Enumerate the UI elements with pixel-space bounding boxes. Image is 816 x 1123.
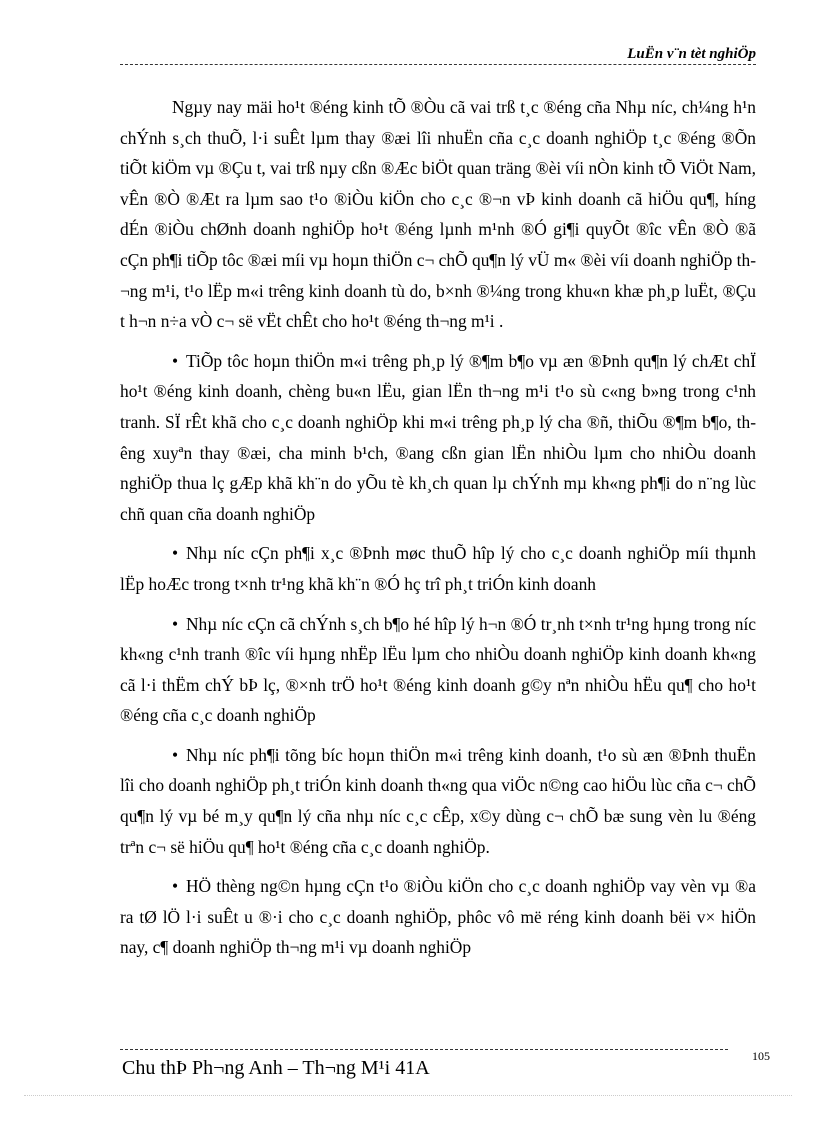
body-text [120,92,756,972]
bullet-item-protection-policy [120,609,756,731]
bullet-icon: • [172,613,179,634]
bullet-text: Nhµ níc cÇn cã chÝnh s¸ch b¶o hé hîp lý h¬n ®Ó tr¸nh t×nh tr¹ng hµng trong níc kh«ng c¹nh tranh ®îc víi hµng nhËp lËu lµm cho nhiÒu doanh nghiÖp kinh doanh kh«ng cã l·i thËm chÝ bÞ lç, ®×nh trÖ ho¹t ®éng kinh doanh g©y nªn nhiÒu hËu qu¶ cho ho¹t ®éng cña c¸c doanh nghiÖp [120,613,756,726]
page-number: 105 [752,1049,770,1063]
footer-divider [120,1049,728,1050]
bullet-icon: • [172,543,179,564]
bullet-text: HÖ thèng ng©n hµng cÇn t¹o ®iÒu kiÖn cho c¸c doanh nghiÖp vay vèn vµ ®a ra tØ lÖ l·i suÊt u ®·i cho c¸c doanh nghiÖp, phôc vô më réng kinh doanh bëi v× hiÖn nay, c¶ doanh nghiÖp th¬ng m¹i vµ doanh nghiÖp [120,876,756,958]
bullet-item-business-environment [120,740,756,862]
bullet-item-banking-system [120,871,756,963]
bullet-text: Nhµ níc ph¶i tõng bíc hoµn thiÖn m«i trêng kinh doanh, t¹o sù æn ®Þnh thuËn lîi cho doanh nghiÖp ph¸t triÓn kinh doanh th«ng qua viÖc n©ng cao hiÖu lùc cña c¬ chÕ qu¶n lý vµ bé m¸y qu¶n lý cña nhµ níc c¸c cÊp, x©y dùng c¬ chÕ bæ sung vèn lu ®éng trªn c¬ së hiÖu qu¶ ho¹t ®éng cña c¸c doanh nghiÖp. [120,744,756,857]
page-bottom-border [24,1095,792,1096]
bullet-icon: • [172,350,179,371]
bullet-item-tax-rate [120,538,756,599]
bullet-icon: • [172,744,179,765]
footer-author: Chu thÞ Ph¬ng Anh – Th¬ng M¹i 41A [122,1057,430,1079]
bullet-text: Nhµ níc cÇn ph¶i x¸c ®Þnh møc thuÕ hîp lý cho c¸c doanh nghiÖp míi thµnh lËp hoÆc trong t×nh tr¹ng khã kh¨n ®Ó hç trî ph¸t triÓn kinh doanh [120,543,756,594]
bullet-text: TiÕp tôc hoµn thiÖn m«i trêng ph¸p lý ®¶m b¶o vµ æn ®Þnh qu¶n lý chÆt chÏ ho¹t ®éng kinh doanh, chèng bu«n lËu, gian lËn th¬ng m¹i t¹o sù c«ng b»ng trong c¹nh tranh. SÏ rÊt khã cho c¸c doanh nghiÖp khi m«i trêng ph¸p lý cha ®ñ, thiÕu ®¶m b¶o, thêng xuyªn thay ®æi, cha minh b¹ch, ®ang cßn gian lËn nhiÒu lµm cho nhiÒu doanh nghiÖp thua lç gÆp khã kh¨n do yÕu tè kh¸ch quan lµ chÝnh mµ kh«ng ph¶i do n¨ng lùc chñ quan cña doanh nghiÖp [120,350,756,524]
bullet-icon: • [172,876,179,897]
header-title: LuËn v¨n tèt nghiÖp [627,46,756,62]
bullet-item-legal-environment [120,346,756,530]
header-divider [120,64,756,65]
paragraph-intro: Ngµy nay mäi ho¹t ®éng kinh tÕ ®Òu cã vai trß t¸c ®éng cña Nhµ níc, ch¼ng h¹n chÝnh s¸ch thuÕ, l·i suÊt lµm thay ®æi lîi nhuËn cña c¸c doanh nghiÖp t¸c ®éng ®Õn tiÕt kiÖm vµ ®Çu t, vai trß nµy cßn ®Æc biÖt quan träng ®èi víi nÒn kinh tÕ ViÖt Nam, vÊn ®Ò ®Æt ra lµm sao t¹o ®iÒu kiÖn cho c¸c ®¬n vÞ kinh doanh cã hiÖu qu¶, híng dÉn ®iÒu chØnh doanh nghiÖp ho¹t ®éng lµnh m¹nh ®Ó gi¶i quyÕt ®îc vÊn ®Ò ®ã cÇn ph¶i tiÕp tôc ®æi míi vµ hoµn thiÖn c¬ chÕ qu¶n lý vÜ m« ®èi víi doanh nghiÖp th¬ng m¹i, t¹o lËp m«i trêng kinh doanh tù do, b×nh ®¼ng trong khu«n khæ ph¸p luËt, ®Çu t h¬n n÷a vÒ c¬ së vËt chÊt cho ho¹t ®éng th¬ng m¹i . [120,97,756,332]
